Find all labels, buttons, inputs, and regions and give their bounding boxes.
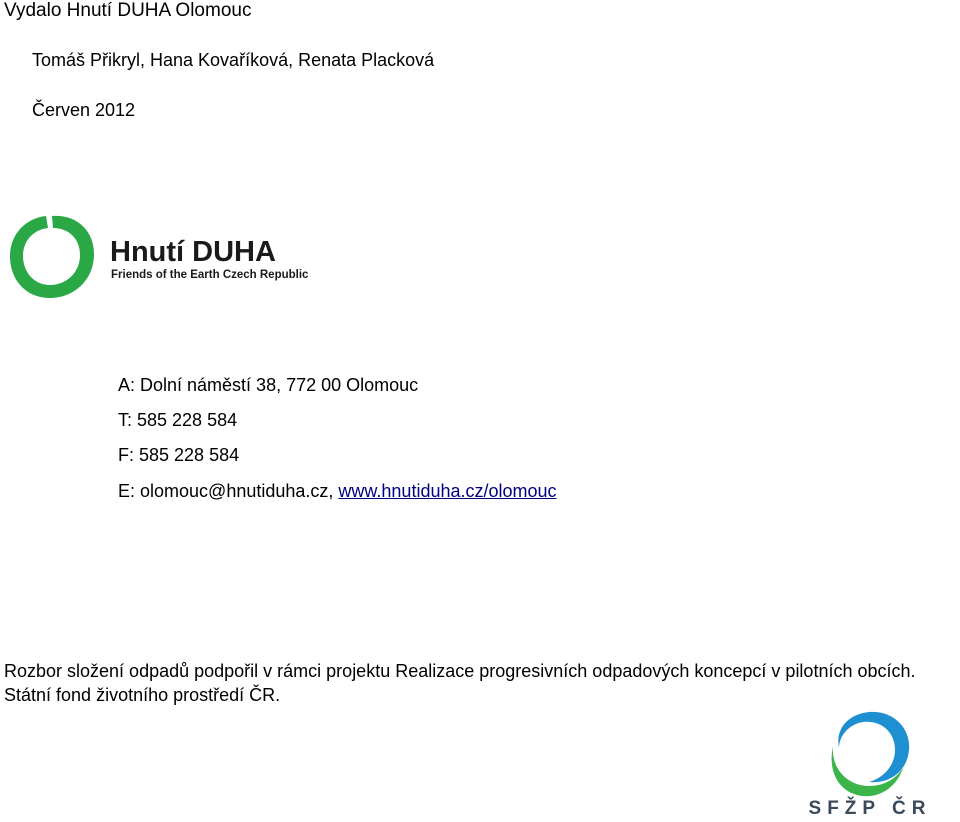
- website-link[interactable]: www.hnutiduha.cz/olomouc: [338, 481, 557, 501]
- contact-fax: F: 585 228 584: [118, 445, 240, 465]
- publisher-line: Vydalo Hnutí DUHA Olomouc: [4, 0, 252, 21]
- contact-address: A: Dolní náměstí 38, 772 00 Olomouc: [118, 375, 419, 395]
- authors-line: Tomáš Přikryl, Hana Kovaříková, Renata Placková: [32, 50, 435, 70]
- contact-email-web: [118, 481, 557, 502]
- duha-ring-icon: [10, 216, 94, 298]
- contact-email: E: olomouc@hnutiduha.cz,: [118, 481, 339, 501]
- sfzp-logo: [805, 706, 935, 820]
- publication-date: Červen 2012: [32, 100, 136, 120]
- sfzp-logo-text: SFŽP ČR: [808, 798, 932, 819]
- contact-phone: T: 585 228 584: [118, 410, 238, 430]
- sfzp-swirl-icon: [832, 712, 910, 796]
- funding-note: Rozbor složení odpadů podpořil v rámci projektu Realizace progresivních odpadových koncepcí v pilotních obcích. Státní fond životního prostředí ČR.: [4, 661, 916, 705]
- duha-logo-title: Hnutí DUHA: [110, 236, 276, 268]
- duha-logo-subtitle: Friends of the Earth Czech Republic: [111, 269, 309, 281]
- hnuti-duha-logo: [6, 210, 326, 304]
